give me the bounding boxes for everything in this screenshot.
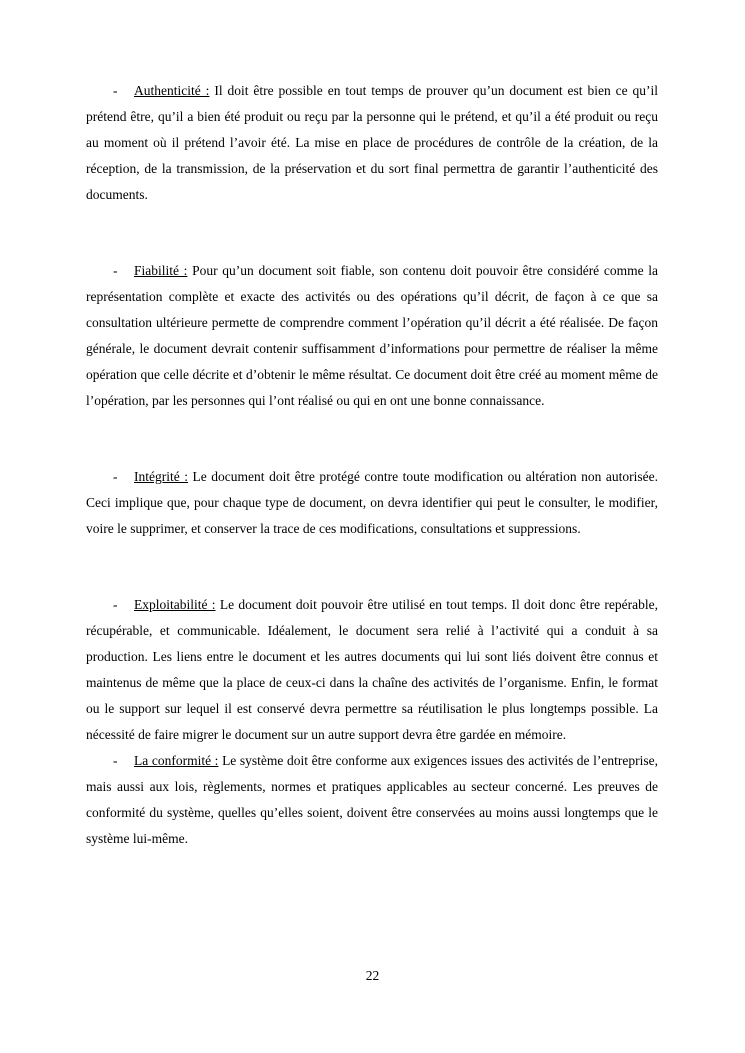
item-body: Pour qu’un document soit fiable, son contenu doit pouvoir être considéré comme la représentation complète et exacte des activités ou des opérations qu’il décrit, de façon à ce que sa consultation ultérieure permette de comprendre comment l’opération qu’il décrit a été réalisée. De façon générale, le document devrait contenir suffisamment d’informations pour permettre de réaliser la même opération que celle décrite et d’obtenir le même résultat. Ce document doit être créé au moment même de l’opération, par les personnes qui l’ont réalisé ou qui en ont une bonne connaissance. (86, 263, 659, 408)
item-body: Il doit être possible en tout temps de prouver qu’un document est bien ce qu’il prétend être, qu’il a bien été produit ou reçu par la personne qui le prétend, et qu’il a été produit ou reçu au moment où il prétend l’avoir été. La mise en place de procédures de contrôle de la création, de la réception, de la transmission, de la préservation et du sort final permettra de garantir l’authenticité des documents. (86, 83, 659, 202)
item-term: La conformité : (134, 753, 219, 768)
item-body: Le document doit pouvoir être utilisé en tout temps. Il doit donc être repérable, récupérable, et communicable. Idéalement, le document sera relié à l’activité qui a conduit à sa production. Les liens entre le document et les autres documents qui lui sont liés doivent être connus et maintenus de même que la place de ceux-ci dans la chaîne des activités de l’organisme. Enfin, le format ou le support sur lequel il est conservé devra permettre sa réutilisation le plus longtemps possible. La nécessité de faire migrer le document sur un autre support devra être gardée en mémoire. (86, 597, 658, 742)
item-body: Le système doit être conforme aux exigences issues des activités de l’entreprise, mais aussi aux lois, règlements, normes et pratiques applicables au secteur concerné. Les preuves de conformité du système, quelles qu’elles soient, doivent être conservées au moins aussi longtemps que le système lui-même. (86, 753, 658, 846)
list-item-conformite (86, 748, 658, 852)
bullet-dash: - (113, 83, 118, 98)
bullet-dash: - (113, 597, 118, 612)
bullet-dash: - (113, 469, 118, 484)
item-body: Le document doit être protégé contre toute modification ou altération non autorisée. Ceci implique que, pour chaque type de document, on devra identifier qui peut le consulter, le modifier, voire le supprimer, et conserver la trace de ces modifications, consultations et suppressions. (86, 469, 659, 536)
list-item-integrite (86, 464, 658, 542)
page-number: 22 (365, 968, 380, 983)
bullet-dash: - (113, 263, 118, 278)
document-body (86, 78, 658, 852)
item-term: Intégrité : (134, 469, 189, 484)
list-item-exploitabilite (86, 592, 658, 748)
item-term: Fiabilité : (134, 263, 188, 278)
list-item-fiabilite (86, 258, 658, 414)
bullet-dash: - (113, 753, 118, 768)
item-term: Exploitabilité : (134, 597, 216, 612)
item-term: Authenticité : (134, 83, 210, 98)
list-item-authenticite (86, 78, 658, 208)
